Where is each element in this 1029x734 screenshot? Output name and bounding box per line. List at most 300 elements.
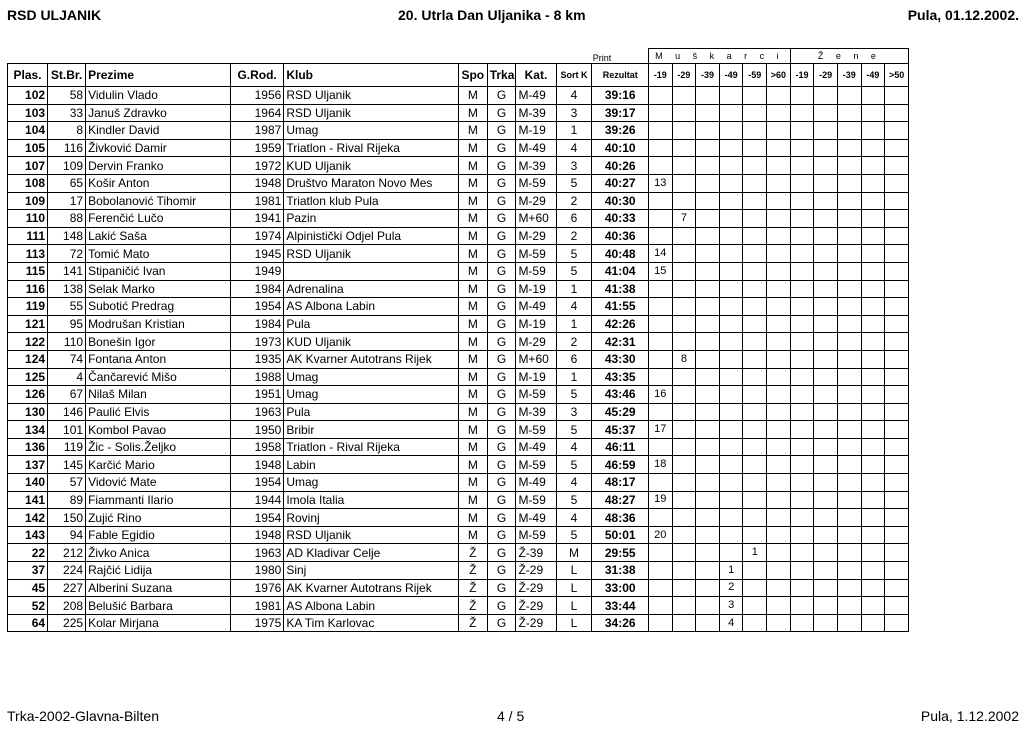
cell-plas: 37 (8, 562, 48, 580)
cell-women-age-rank (814, 350, 838, 368)
group-spacer (8, 49, 557, 64)
cell-men-age-rank (743, 509, 767, 527)
cell-men-age-rank (743, 245, 767, 263)
cell-spo: M (458, 333, 487, 351)
cell-men-age-rank (696, 350, 720, 368)
cell-women-age-rank (814, 262, 838, 280)
cell-sortk: L (556, 579, 592, 597)
cell-rezultat: 41:04 (592, 262, 649, 280)
table-row (8, 104, 909, 122)
cell-men-age-rank (743, 350, 767, 368)
col-header-men-age: -29 (672, 64, 696, 87)
col-header-men-age: -59 (743, 64, 767, 87)
cell-trka: G (487, 87, 516, 105)
cell-stbr: 138 (48, 280, 86, 298)
cell-rezultat: 40:10 (592, 139, 649, 157)
cell-plas: 124 (8, 350, 48, 368)
cell-women-age-rank (837, 87, 861, 105)
cell-plas: 136 (8, 438, 48, 456)
cell-women-age-rank (885, 421, 909, 439)
cell-women-age-rank (837, 245, 861, 263)
cell-sortk: 6 (556, 350, 592, 368)
cell-sortk: 5 (556, 386, 592, 404)
cell-grod: 1959 (230, 139, 283, 157)
cell-women-age-rank (861, 526, 885, 544)
cell-men-age-rank: 4 (719, 614, 743, 632)
cell-men-age-rank (648, 280, 672, 298)
cell-men-age-rank (696, 262, 720, 280)
cell-spo: M (458, 174, 487, 192)
cell-kat: M-49 (516, 298, 556, 316)
cell-prezime: Fable Egidio (86, 526, 231, 544)
cell-trka: G (487, 579, 516, 597)
cell-men-age-rank (648, 139, 672, 157)
cell-men-age-rank (696, 526, 720, 544)
cell-men-age-rank (672, 491, 696, 509)
cell-grod: 1987 (230, 122, 283, 140)
cell-plas: 143 (8, 526, 48, 544)
cell-kat: M-29 (516, 227, 556, 245)
cell-men-age-rank: 16 (648, 386, 672, 404)
cell-klub: AS Albona Labin (284, 597, 459, 615)
cell-women-age-rank (790, 245, 814, 263)
cell-grod: 1964 (230, 104, 283, 122)
cell-plas: 140 (8, 474, 48, 492)
cell-women-age-rank (885, 315, 909, 333)
cell-men-age-rank (719, 544, 743, 562)
cell-women-age-rank (837, 104, 861, 122)
cell-men-age-rank (719, 227, 743, 245)
cell-grod: 1988 (230, 368, 283, 386)
cell-men-age-rank (672, 421, 696, 439)
cell-women-age-rank (861, 298, 885, 316)
cell-men-age-rank (648, 315, 672, 333)
cell-men-age-rank (719, 403, 743, 421)
cell-kat: M-39 (516, 157, 556, 175)
cell-men-age-rank (648, 157, 672, 175)
cell-men-age-rank (743, 87, 767, 105)
cell-women-age-rank (885, 210, 909, 228)
cell-stbr: 94 (48, 526, 86, 544)
cell-men-age-rank (648, 368, 672, 386)
cell-plas: 126 (8, 386, 48, 404)
cell-kat: M-59 (516, 526, 556, 544)
cell-men-age-rank (767, 386, 791, 404)
cell-klub: AK Kvarner Autotrans Rijek (284, 350, 459, 368)
cell-spo: M (458, 87, 487, 105)
cell-women-age-rank (861, 192, 885, 210)
cell-rezultat: 40:33 (592, 210, 649, 228)
cell-men-age-rank (719, 139, 743, 157)
cell-prezime: Žic - Solis.Željko (86, 438, 231, 456)
cell-men-age-rank (719, 491, 743, 509)
cell-trka: G (487, 597, 516, 615)
cell-rezultat: 46:11 (592, 438, 649, 456)
cell-men-age-rank (696, 122, 720, 140)
cell-trka: G (487, 315, 516, 333)
cell-women-age-rank (814, 526, 838, 544)
cell-men-age-rank (743, 104, 767, 122)
cell-women-age-rank (861, 579, 885, 597)
cell-rezultat: 48:17 (592, 474, 649, 492)
cell-men-age-rank (767, 614, 791, 632)
cell-women-age-rank (885, 298, 909, 316)
cell-women-age-rank (790, 421, 814, 439)
cell-stbr: 88 (48, 210, 86, 228)
cell-stbr: 17 (48, 192, 86, 210)
cell-women-age-rank (790, 104, 814, 122)
cell-women-age-rank (814, 456, 838, 474)
cell-women-age-rank (861, 491, 885, 509)
table-row (8, 456, 909, 474)
cell-women-age-rank (885, 456, 909, 474)
cell-women-age-rank (885, 174, 909, 192)
cell-sortk: 3 (556, 104, 592, 122)
cell-men-age-rank (696, 403, 720, 421)
cell-klub: Pula (284, 403, 459, 421)
cell-men-age-rank (767, 174, 791, 192)
cell-men-age-rank (672, 315, 696, 333)
cell-rezultat: 39:16 (592, 87, 649, 105)
table-row (8, 562, 909, 580)
cell-trka: G (487, 157, 516, 175)
cell-kat: M-19 (516, 368, 556, 386)
cell-men-age-rank: 18 (648, 456, 672, 474)
cell-women-age-rank (861, 614, 885, 632)
cell-klub: Umag (284, 368, 459, 386)
cell-women-age-rank (837, 139, 861, 157)
cell-women-age-rank (861, 139, 885, 157)
cell-grod: 1948 (230, 526, 283, 544)
cell-men-age-rank (743, 456, 767, 474)
cell-men-age-rank (767, 104, 791, 122)
table-row (8, 280, 909, 298)
cell-klub: AD Kladivar Celje (284, 544, 459, 562)
cell-women-age-rank (790, 192, 814, 210)
cell-trka: G (487, 386, 516, 404)
cell-stbr: 33 (48, 104, 86, 122)
cell-women-age-rank (837, 579, 861, 597)
cell-grod: 1954 (230, 509, 283, 527)
cell-stbr: 119 (48, 438, 86, 456)
cell-women-age-rank (790, 438, 814, 456)
cell-women-age-rank (885, 368, 909, 386)
cell-women-age-rank (861, 174, 885, 192)
table-row (8, 386, 909, 404)
cell-sortk: L (556, 562, 592, 580)
cell-women-age-rank (837, 438, 861, 456)
cell-rezultat: 43:30 (592, 350, 649, 368)
col-header-women-age: -19 (790, 64, 814, 87)
cell-men-age-rank (743, 438, 767, 456)
cell-trka: G (487, 368, 516, 386)
table-row (8, 421, 909, 439)
cell-women-age-rank (861, 509, 885, 527)
cell-plas: 110 (8, 210, 48, 228)
cell-kat: M+60 (516, 210, 556, 228)
table-row (8, 210, 909, 228)
cell-men-age-rank (767, 192, 791, 210)
cell-sortk: 5 (556, 491, 592, 509)
cell-men-age-rank (672, 579, 696, 597)
cell-trka: G (487, 456, 516, 474)
cell-klub: Umag (284, 122, 459, 140)
cell-men-age-rank (696, 368, 720, 386)
col-header-men-age: -49 (719, 64, 743, 87)
cell-grod: 1951 (230, 386, 283, 404)
print-label: Print (592, 53, 612, 63)
cell-men-age-rank (767, 315, 791, 333)
cell-stbr: 212 (48, 544, 86, 562)
cell-women-age-rank (790, 174, 814, 192)
cell-trka: G (487, 403, 516, 421)
col-header-klub: Klub (284, 64, 459, 87)
col-header-grod: G.Rod. (230, 64, 283, 87)
cell-men-age-rank (648, 298, 672, 316)
cell-men-age-rank (648, 509, 672, 527)
cell-men-age-rank (648, 403, 672, 421)
cell-sortk: 4 (556, 438, 592, 456)
cell-trka: G (487, 227, 516, 245)
cell-women-age-rank (814, 174, 838, 192)
cell-women-age-rank (790, 298, 814, 316)
footer-page-number: 4 / 5 (497, 708, 525, 724)
cell-sortk: 1 (556, 280, 592, 298)
cell-trka: G (487, 192, 516, 210)
cell-prezime: Ferenčić Lučo (86, 210, 231, 228)
cell-spo: M (458, 280, 487, 298)
cell-men-age-rank: 2 (719, 579, 743, 597)
cell-stbr: 116 (48, 139, 86, 157)
cell-men-age-rank (696, 333, 720, 351)
col-header-spo: Spo (458, 64, 487, 87)
cell-women-age-rank (814, 245, 838, 263)
col-header-prezime: Prezime (86, 64, 231, 87)
cell-prezime: Bonešin Igor (86, 333, 231, 351)
cell-women-age-rank (790, 122, 814, 140)
cell-spo: Ž (458, 614, 487, 632)
cell-women-age-rank (790, 509, 814, 527)
cell-kat: M-59 (516, 491, 556, 509)
cell-men-age-rank (648, 474, 672, 492)
cell-plas: 108 (8, 174, 48, 192)
cell-klub: AK Kvarner Autotrans Rijek (284, 579, 459, 597)
cell-men-age-rank: 3 (719, 597, 743, 615)
cell-sortk: 5 (556, 526, 592, 544)
cell-women-age-rank (885, 509, 909, 527)
cell-women-age-rank (837, 614, 861, 632)
cell-men-age-rank (672, 245, 696, 263)
cell-men-age-rank (743, 562, 767, 580)
table-row (8, 87, 909, 105)
cell-klub: KUD Uljanik (284, 157, 459, 175)
cell-prezime: Karčić Mario (86, 456, 231, 474)
cell-sortk: 4 (556, 87, 592, 105)
cell-women-age-rank (837, 350, 861, 368)
cell-men-age-rank (696, 227, 720, 245)
cell-men-age-rank (719, 526, 743, 544)
cell-klub: Triatlon klub Pula (284, 192, 459, 210)
cell-women-age-rank (861, 262, 885, 280)
cell-klub: Triatlon - Rival Rijeka (284, 438, 459, 456)
cell-rezultat: 39:26 (592, 122, 649, 140)
cell-prezime: Bobolanović Tihomir (86, 192, 231, 210)
cell-women-age-rank (814, 544, 838, 562)
cell-rezultat: 42:26 (592, 315, 649, 333)
cell-men-age-rank (648, 597, 672, 615)
cell-women-age-rank (814, 579, 838, 597)
cell-grod: 1948 (230, 456, 283, 474)
cell-rezultat: 40:26 (592, 157, 649, 175)
table-row (8, 438, 909, 456)
cell-trka: G (487, 139, 516, 157)
cell-kat: M-49 (516, 509, 556, 527)
group-header-row (8, 49, 909, 64)
cell-spo: M (458, 262, 487, 280)
cell-grod: 1944 (230, 491, 283, 509)
table-row (8, 491, 909, 509)
cell-trka: G (487, 122, 516, 140)
cell-men-age-rank: 8 (672, 350, 696, 368)
cell-klub: AS Albona Labin (284, 298, 459, 316)
cell-sortk: 2 (556, 192, 592, 210)
cell-kat: M-19 (516, 315, 556, 333)
cell-women-age-rank (837, 509, 861, 527)
cell-klub: KA Tim Karlovac (284, 614, 459, 632)
cell-spo: M (458, 157, 487, 175)
cell-men-age-rank (767, 210, 791, 228)
cell-spo: M (458, 350, 487, 368)
table-row (8, 298, 909, 316)
cell-women-age-rank (885, 562, 909, 580)
cell-prezime: Selak Marko (86, 280, 231, 298)
cell-men-age-rank (696, 104, 720, 122)
cell-men-age-rank (696, 562, 720, 580)
cell-women-age-rank (861, 562, 885, 580)
cell-sortk: 5 (556, 421, 592, 439)
cell-rezultat: 33:44 (592, 597, 649, 615)
cell-rezultat: 48:27 (592, 491, 649, 509)
cell-men-age-rank (696, 421, 720, 439)
cell-klub (284, 262, 459, 280)
cell-men-age-rank (696, 157, 720, 175)
cell-women-age-rank (790, 280, 814, 298)
cell-kat: M-59 (516, 421, 556, 439)
cell-spo: M (458, 438, 487, 456)
cell-women-age-rank (861, 368, 885, 386)
cell-women-age-rank (837, 368, 861, 386)
cell-men-age-rank (743, 280, 767, 298)
cell-men-age-rank (719, 174, 743, 192)
cell-women-age-rank (837, 526, 861, 544)
footer-document-name: Trka-2002-Glavna-Bilten (7, 708, 159, 724)
cell-plas: 107 (8, 157, 48, 175)
cell-women-age-rank (790, 87, 814, 105)
cell-women-age-rank (837, 174, 861, 192)
header-race-title: 20. Utrla Dan Uljanika - 8 km (398, 7, 586, 23)
cell-plas: 115 (8, 262, 48, 280)
cell-trka: G (487, 280, 516, 298)
cell-sortk: L (556, 614, 592, 632)
cell-prezime: Fontana Anton (86, 350, 231, 368)
cell-men-age-rank (648, 438, 672, 456)
cell-men-age-rank (743, 139, 767, 157)
cell-women-age-rank (837, 192, 861, 210)
cell-sortk: 6 (556, 210, 592, 228)
cell-sortk: 3 (556, 157, 592, 175)
cell-sortk: M (556, 544, 592, 562)
cell-men-age-rank (672, 368, 696, 386)
cell-kat: M-29 (516, 333, 556, 351)
table-row (8, 174, 909, 192)
cell-trka: G (487, 526, 516, 544)
cell-sortk: 5 (556, 174, 592, 192)
cell-kat: M+60 (516, 350, 556, 368)
cell-men-age-rank (743, 174, 767, 192)
cell-women-age-rank (837, 315, 861, 333)
cell-grod: 1941 (230, 210, 283, 228)
cell-trka: G (487, 210, 516, 228)
cell-women-age-rank (790, 403, 814, 421)
cell-women-age-rank (885, 227, 909, 245)
cell-women-age-rank (814, 315, 838, 333)
cell-stbr: 148 (48, 227, 86, 245)
cell-trka: G (487, 174, 516, 192)
cell-stbr: 89 (48, 491, 86, 509)
cell-men-age-rank (719, 474, 743, 492)
cell-men-age-rank (743, 597, 767, 615)
cell-prezime: Čančarević Mišo (86, 368, 231, 386)
cell-kat: M-39 (516, 403, 556, 421)
cell-men-age-rank (672, 174, 696, 192)
cell-women-age-rank (861, 333, 885, 351)
cell-women-age-rank (790, 227, 814, 245)
cell-kat: Ž-29 (516, 614, 556, 632)
header-club-name: RSD ULJANIK (7, 7, 102, 23)
cell-klub: Adrenalina (284, 280, 459, 298)
cell-klub: Labin (284, 456, 459, 474)
cell-women-age-rank (861, 386, 885, 404)
cell-prezime: Dervin Franko (86, 157, 231, 175)
cell-men-age-rank (672, 562, 696, 580)
cell-stbr: 145 (48, 456, 86, 474)
cell-women-age-rank (790, 491, 814, 509)
cell-women-age-rank (814, 87, 838, 105)
cell-men-age-rank: 14 (648, 245, 672, 263)
col-header-trka: Trka (487, 64, 516, 87)
cell-kat: Ž-29 (516, 562, 556, 580)
cell-trka: G (487, 104, 516, 122)
cell-rezultat: 41:55 (592, 298, 649, 316)
cell-prezime: Stipaničić Ivan (86, 262, 231, 280)
cell-women-age-rank (885, 350, 909, 368)
cell-prezime: Vidulin Vlado (86, 87, 231, 105)
cell-men-age-rank (648, 333, 672, 351)
cell-plas: 52 (8, 597, 48, 615)
cell-women-age-rank (885, 157, 909, 175)
cell-men-age-rank (696, 579, 720, 597)
cell-women-age-rank (861, 403, 885, 421)
cell-women-age-rank (861, 315, 885, 333)
cell-women-age-rank (837, 280, 861, 298)
cell-plas: 22 (8, 544, 48, 562)
cell-grod: 1980 (230, 562, 283, 580)
cell-women-age-rank (861, 597, 885, 615)
cell-women-age-rank (814, 509, 838, 527)
cell-men-age-rank (743, 491, 767, 509)
cell-men-age-rank (672, 403, 696, 421)
cell-rezultat: 40:30 (592, 192, 649, 210)
